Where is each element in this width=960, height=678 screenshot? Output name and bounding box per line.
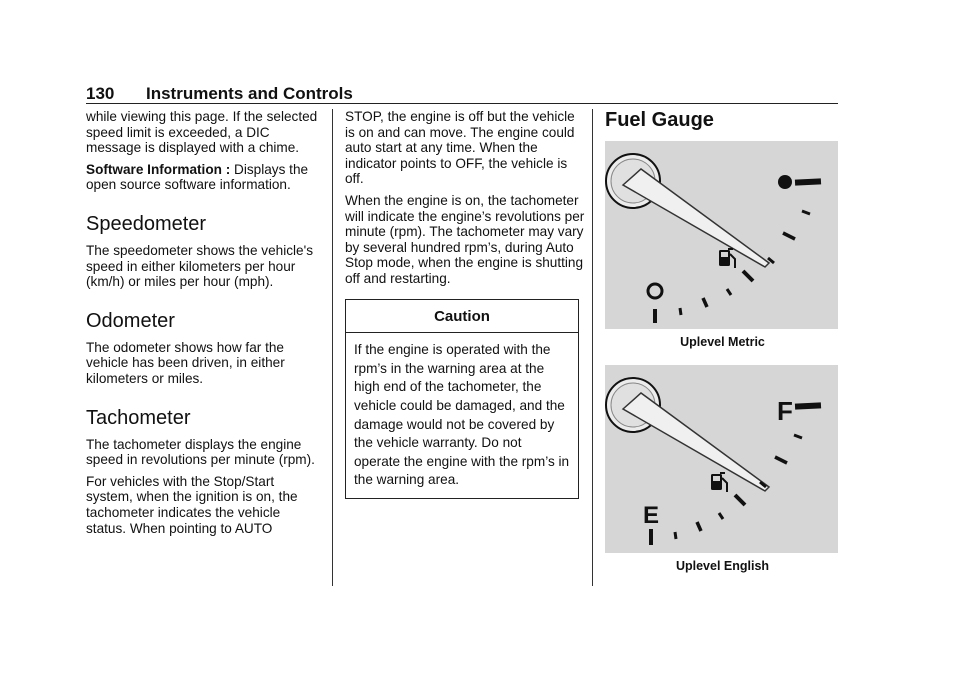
empty-ring-icon — [648, 284, 662, 298]
caution-box — [345, 299, 579, 499]
full-dot-icon — [778, 175, 792, 189]
software-info-text: Displays the open source software information. — [86, 161, 309, 193]
tachometer-text: The tachometer displays the engine speed in revolutions per minute (rpm). — [86, 436, 315, 468]
odometer-heading: Odometer — [86, 309, 175, 332]
auto-stop-text: STOP, the engine is off but the vehicle is on and can move. The engine could auto start at any time. When the indicator points to OFF, the vehicle is off. — [345, 109, 575, 187]
fuel-pump-icon — [711, 473, 727, 492]
tachometer-heading: Tachometer — [86, 406, 191, 429]
fuel-pump-icon — [719, 249, 735, 268]
page-header — [86, 84, 838, 104]
engine-rpm-text: When the engine is on, the tachometer will indicate the engine’s revolutions per minute (rpm). The tachometer may vary by several hundred rpm’s, during Auto Stop mode, when the engine is shutting off and restarting. — [345, 192, 585, 286]
fuel-gauge-heading: Fuel Gauge — [605, 109, 714, 131]
software-info-label: Software Information : — [86, 161, 231, 177]
gauge-caption-metric: Uplevel Metric — [680, 335, 765, 349]
caution-text: If the engine is operated with the rpm’s in the warning area at the high end of the tachometer, the vehicle could be damaged, and the damage would not be covered by the vehicle warranty. Do not operate the engine with the rpm’s in the warning area. — [354, 342, 570, 488]
column-left — [86, 109, 322, 542]
page-number: 130 — [86, 84, 115, 103]
fuel-gauge-metric-illustration — [605, 141, 838, 329]
odometer-text: The odometer shows how far the vehicle has been driven, in either kilometers or miles. — [86, 339, 285, 386]
full-label: F — [777, 396, 793, 426]
column-middle — [345, 109, 585, 499]
speedometer-heading: Speedometer — [86, 212, 207, 235]
column-divider-2 — [592, 109, 593, 586]
speedometer-text: The speedometer shows the vehicle's speed in either kilometers per hour (km/h) or miles per hour (mph). — [86, 242, 314, 290]
section-title: Instruments and Controls — [146, 84, 353, 103]
empty-label: E — [643, 502, 660, 529]
gauge-caption-english: Uplevel English — [675, 559, 770, 573]
column-right — [605, 109, 840, 575]
header-rule — [86, 103, 838, 104]
caution-title: Caution — [346, 300, 578, 334]
column-divider-1 — [332, 109, 333, 586]
fuel-gauge-english-illustration — [605, 365, 838, 553]
stop-start-text: For vehicles with the Stop/Start system, when the ignition is on, the tachometer indicates the vehicle status. When pointing to AUTO — [86, 473, 298, 536]
paragraph-speed-limit: while viewing this page. If the selected speed limit is exceeded, a DIC message is displayed with a chime. — [86, 109, 318, 156]
paragraph-software-info — [86, 162, 322, 193]
